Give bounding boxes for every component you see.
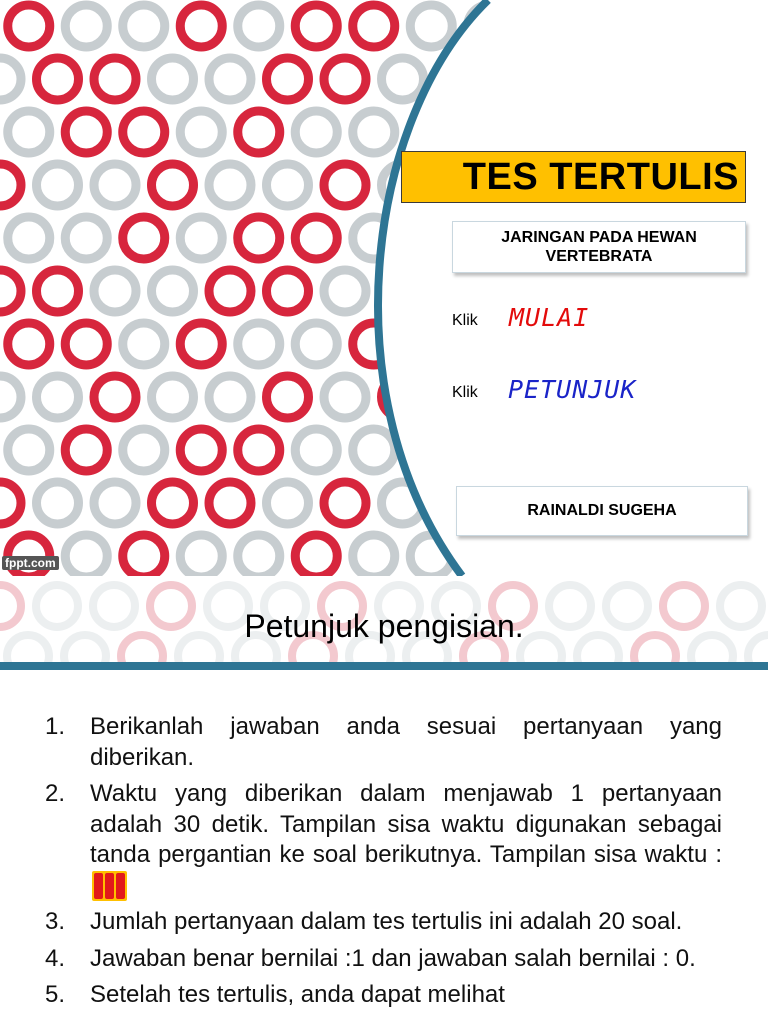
item-number: 3. xyxy=(45,908,66,936)
ring-decoration xyxy=(267,58,309,100)
ring-decoration xyxy=(295,429,337,471)
ring-decoration xyxy=(353,323,395,365)
ring-decoration xyxy=(267,376,309,418)
ring-decoration xyxy=(123,217,165,259)
ring-decoration xyxy=(123,323,165,365)
ring-decoration xyxy=(209,58,251,100)
ring-decoration xyxy=(497,58,539,100)
ring-decoration xyxy=(439,58,481,100)
ring-decoration xyxy=(295,111,337,153)
item-text: Waktu yang diberikan dalam menjawab 1 pertanyaan adalah 30 detik. Tampilan sisa waktu digunakan sebagai tanda pergantian ke soal berikutnya. Tampilan sisa waktu : xyxy=(90,780,722,868)
ring-decoration xyxy=(37,376,79,418)
ring-decoration xyxy=(123,111,165,153)
item-text: Berikanlah jawaban anda sesuai pertanyaan yang diberikan. xyxy=(90,713,722,771)
item-number: 1. xyxy=(45,713,66,740)
subtitle-box: JARINGAN PADA HEWAN VERTEBRATA xyxy=(452,221,746,273)
ring-decoration xyxy=(8,429,50,471)
ring-decoration xyxy=(353,111,395,153)
item-text: Jumlah pertanyaan dalam tes tertulis ini adalah 20 soal. xyxy=(90,908,683,936)
item-number: 4. xyxy=(45,944,66,972)
ring-decoration xyxy=(123,5,165,47)
ring-decoration xyxy=(468,535,510,576)
klik-label-start: Klik xyxy=(452,312,478,329)
ring-decoration xyxy=(37,482,79,524)
ring-decoration xyxy=(37,270,79,312)
item-text: Setelah tes tertulis, anda dapat melihat xyxy=(90,981,505,1009)
ring-decoration xyxy=(65,111,107,153)
ring-decoration xyxy=(65,217,107,259)
ring-decoration xyxy=(209,376,251,418)
timer-bars-icon xyxy=(92,871,127,901)
ring-decoration xyxy=(65,5,107,47)
ring-decoration xyxy=(410,323,452,365)
ring-decoration xyxy=(238,111,280,153)
ring-decoration xyxy=(180,323,222,365)
ring-decoration xyxy=(152,376,194,418)
ring-decoration xyxy=(94,164,136,206)
klik-label-guide: Klik xyxy=(452,384,478,401)
instructions-list xyxy=(40,712,722,1017)
ring-decoration xyxy=(8,5,50,47)
page-title: TES TERTULIS xyxy=(462,156,739,198)
ring-decoration xyxy=(180,429,222,471)
ring-decoration xyxy=(525,111,567,153)
ring-decoration xyxy=(267,270,309,312)
ring-decoration xyxy=(353,5,395,47)
ring-decoration xyxy=(180,5,222,47)
ring-decoration xyxy=(209,270,251,312)
ring-decoration xyxy=(8,323,50,365)
list-item xyxy=(40,779,722,901)
ring-decoration xyxy=(94,376,136,418)
ring-decoration xyxy=(324,270,366,312)
ring-decoration xyxy=(267,164,309,206)
ring-decoration xyxy=(353,217,395,259)
ring-decoration xyxy=(8,217,50,259)
ring-decoration xyxy=(295,535,337,576)
ring-decoration xyxy=(324,482,366,524)
title-banner xyxy=(401,151,746,203)
ring-decoration xyxy=(209,482,251,524)
ring-decoration xyxy=(123,429,165,471)
ring-decoration xyxy=(180,535,222,576)
ring-decoration xyxy=(324,164,366,206)
ring-decoration xyxy=(525,5,567,47)
ring-decoration xyxy=(324,58,366,100)
ring-decoration xyxy=(152,270,194,312)
ring-decoration xyxy=(123,535,165,576)
ring-decoration xyxy=(94,482,136,524)
ring-decoration xyxy=(65,535,107,576)
ring-decoration xyxy=(410,5,452,47)
ring-decoration xyxy=(525,429,567,471)
ring-decoration xyxy=(65,323,107,365)
title-underline xyxy=(0,662,768,670)
ring-decoration xyxy=(0,58,21,100)
watermark-logo: fppt.com xyxy=(2,556,59,570)
ring-decoration xyxy=(180,217,222,259)
ring-decoration xyxy=(0,164,21,206)
ring-decoration xyxy=(8,111,50,153)
ring-decoration xyxy=(94,270,136,312)
author-box: RAINALDI SUGEHA xyxy=(456,486,748,536)
ring-decoration xyxy=(37,164,79,206)
ring-decoration xyxy=(152,164,194,206)
ring-decoration xyxy=(0,482,21,524)
ring-decoration xyxy=(468,111,510,153)
list-item xyxy=(40,944,722,975)
ring-decoration xyxy=(238,535,280,576)
ring-decoration xyxy=(65,429,107,471)
ring-decoration xyxy=(410,429,452,471)
ring-decoration xyxy=(439,270,481,312)
instructions-link[interactable]: PETUNJUK xyxy=(508,375,637,404)
item-number: 5. xyxy=(45,981,66,1009)
ring-decoration xyxy=(468,429,510,471)
ring-decoration xyxy=(238,323,280,365)
ring-decoration xyxy=(353,429,395,471)
ring-decoration xyxy=(238,429,280,471)
ring-decoration xyxy=(267,482,309,524)
ring-decoration xyxy=(238,217,280,259)
list-item xyxy=(40,712,722,773)
ring-decoration xyxy=(382,58,424,100)
ring-decoration xyxy=(295,323,337,365)
ring-decoration xyxy=(295,217,337,259)
ring-decoration xyxy=(525,535,567,576)
ring-decoration xyxy=(37,58,79,100)
ring-decoration xyxy=(353,535,395,576)
ring-decoration xyxy=(382,270,424,312)
ring-decoration xyxy=(94,58,136,100)
list-item xyxy=(40,907,722,938)
ring-decoration xyxy=(152,482,194,524)
ring-decoration xyxy=(324,376,366,418)
ring-decoration xyxy=(209,164,251,206)
ring-decoration xyxy=(0,270,21,312)
ring-decoration xyxy=(152,58,194,100)
ring-decoration xyxy=(180,111,222,153)
start-link[interactable]: MULAI xyxy=(509,303,590,332)
ring-decoration xyxy=(295,5,337,47)
ring-decoration xyxy=(238,5,280,47)
ring-decoration xyxy=(410,217,452,259)
instructions-slide xyxy=(0,576,768,1024)
item-number: 2. xyxy=(45,780,66,807)
ring-decoration xyxy=(0,376,21,418)
list-item xyxy=(40,980,722,1011)
item-text: Jawaban benar bernilai :1 dan jawaban salah bernilai : 0. xyxy=(90,944,696,972)
instructions-title: Petunjuk pengisian. xyxy=(244,608,524,644)
